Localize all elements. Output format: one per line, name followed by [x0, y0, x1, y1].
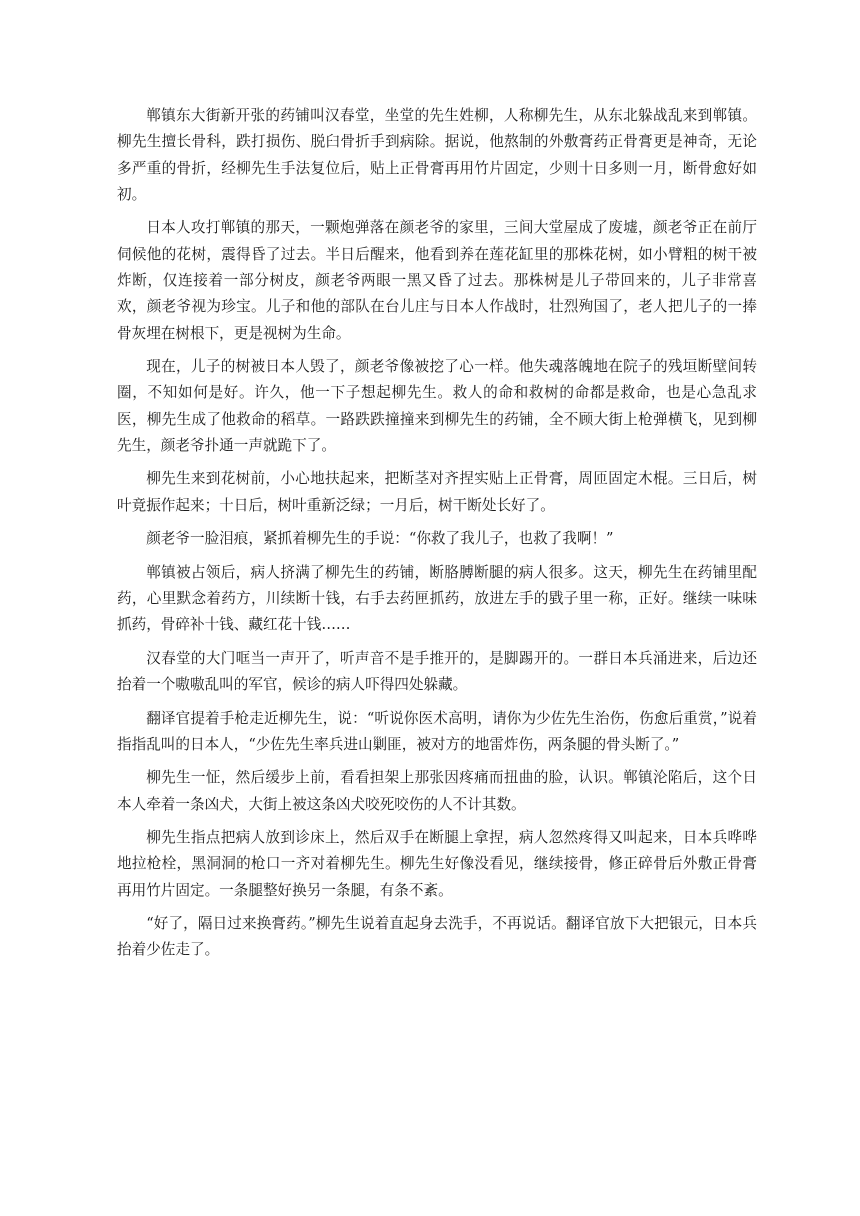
- document-page: [117, 103, 757, 971]
- paragraph-8: 翻译官提着手枪走近柳先生，说：“听说你医术高明，请你为少佐先生治伤，伤愈后重赏，”说着指指乱叫的日本人，“少佐先生率兵进山剿匪，被对方的地雷炸伤，两条腿的骨头断了。”: [117, 709, 757, 753]
- paragraph-11: “好了，隔日过来换膏药。”柳先生说着直起身去洗手，不再说话。翻译官放下大把银元，日本兵抬着少佐走了。: [117, 915, 757, 959]
- paragraph-1: 郸镇东大街新开张的药铺叫汉春堂，坐堂的先生姓柳，人称柳先生，从东北躲战乱来到郸镇。柳先生擅长骨科，跌打损伤、脱臼骨折手到病除。据说，他熬制的外敷膏药正骨膏更是神奇，无论多严重的骨折，经柳先生手法复位后，贴上正骨膏再用竹片固定，少则十日多则一月，断骨愈好如初。: [117, 107, 757, 203]
- paragraph-5: 颜老爷一脸泪痕，紧抓着柳先生的手说：“你救了我儿子，也救了我啊！”: [146, 530, 614, 548]
- paragraph-10: 柳先生指点把病人放到诊床上，然后双手在断腿上拿捏，病人忽然疼得又叫起来，日本兵哗哗地拉枪栓，黑洞洞的枪口一齐对着柳先生。柳先生好像没看见，继续接骨，修正碎骨后外敷正骨膏再用竹片固定。一条腿整好换另一条腿，有条不紊。: [117, 829, 757, 899]
- paragraph-9: 柳先生一怔，然后缓步上前，看看担架上那张因疼痛而扭曲的脸，认识。郸镇沦陷后，这个日本人牵着一条凶犬，大街上被这条凶犬咬死咬伤的人不计其数。: [117, 769, 757, 813]
- paragraph-7: 汉春堂的大门哐当一声开了，听声音不是手推开的，是脚踢开的。一群日本兵涌进来，后边还抬着一个嗷嗷乱叫的军官，候诊的病人吓得四处躲藏。: [117, 649, 757, 694]
- paragraph-6: 郸镇被占领后，病人挤满了柳先生的药铺，断胳膊断腿的病人很多。这天，柳先生在药铺里配药，心里默念着药方，川续断十钱，右手去药匣抓药，放进左手的戥子里一称，正好。继续一味味抓药，骨碎补十钱、藏红花十钱……: [117, 563, 757, 634]
- paragraph-3: 现在，儿子的树被日本人毁了，颜老爷像被挖了心一样。他失魂落魄地在院子的残垣断壁间转圈，不知如何是好。许久，他一下子想起柳先生。救人的命和救树的命都是救命，也是心急乱求医，柳先生成了他救命的稻草。一路跌跌撞撞来到柳先生的药铺，全不顾大街上枪弹横飞，见到柳先生，颜老爷扑通一声就跪下了。: [117, 358, 757, 454]
- paragraph-2: 日本人攻打郸镇的那天，一颗炮弹落在颜老爷的家里，三间大堂屋成了废墟，颜老爷正在前厅伺候他的花树，震得昏了过去。半日后醒来，他看到养在莲花缸里的那株花树，如小臂粗的树干被炸断，仅连接着一部分树皮，颜老爷两眼一黑又昏了过去。那株树是儿子带回来的，儿子非常喜欢，颜老爷视为珍宝。儿子和他的部队在台儿庄与日本人作战时，壮烈殉国了，老人把儿子的一捧骨灰埋在树根下，更是视树为生命。: [117, 219, 757, 342]
- paragraph-4: 柳先生来到花树前，小心地扶起来，把断茎对齐捏实贴上正骨膏，周匝固定木棍。三日后，树叶竟振作起来；十日后，树叶重新泛绿；一月后，树干断处长好了。: [117, 470, 757, 514]
